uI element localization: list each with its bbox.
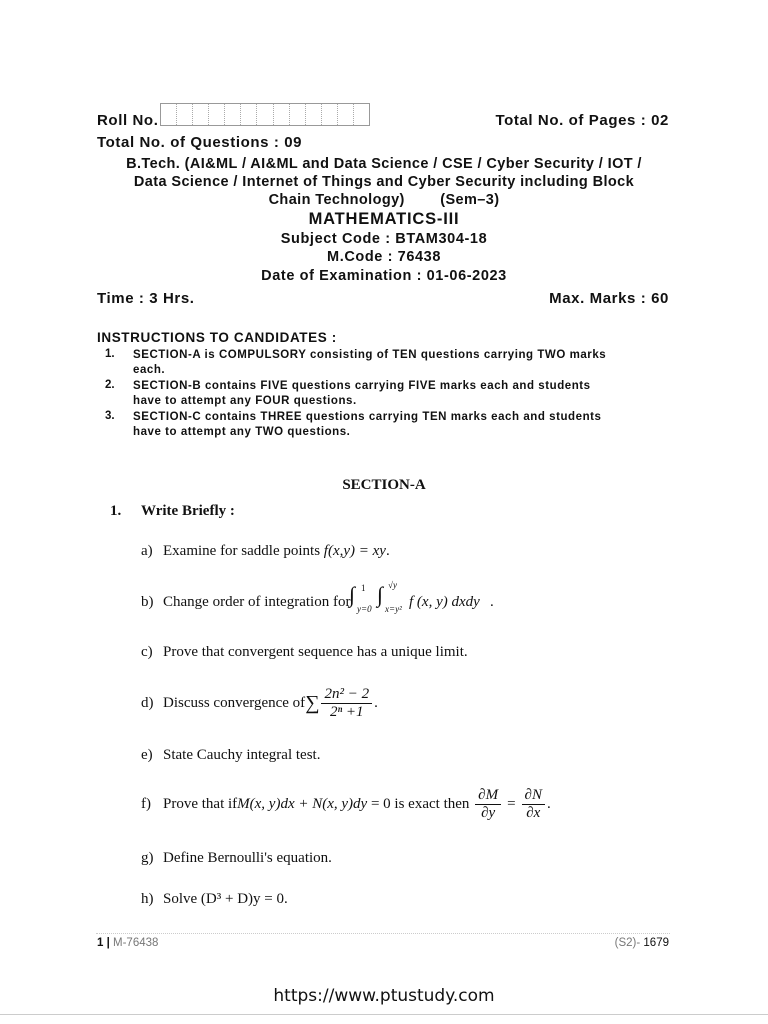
instruction-number: 3. (105, 410, 115, 422)
period: . (374, 694, 378, 711)
course-line-3: Chain Technology) (Sem–3) (268, 192, 500, 208)
instructions-title: INSTRUCTIONS TO CANDIDATES : (97, 330, 337, 345)
sub-question-g-label: g) (141, 850, 154, 866)
integral-upper-limit: 1 (361, 583, 366, 593)
sub-question-f (163, 782, 551, 826)
integral-sign-outer: ∫ (349, 582, 356, 607)
page-bottom-border (0, 1014, 768, 1015)
footer-mcode: M-76438 (113, 937, 159, 949)
question-number: 1. (110, 503, 122, 519)
sub-question-b-label: b) (141, 594, 154, 610)
numerator: ∂N (522, 787, 545, 805)
question-text: Discuss convergence of (163, 694, 306, 711)
math-expression: f(x,y) = xy (323, 543, 386, 559)
integrand: f (x, y) dxdy (409, 594, 480, 610)
footer-divider (96, 933, 670, 934)
period: . (490, 594, 494, 610)
integral-sign-inner: ∫ (377, 582, 384, 607)
question-text: Prove that if (163, 795, 238, 812)
page-number: 1 (97, 937, 104, 949)
instruction-line: SECTION-B contains FIVE questions carrying FIVE marks each and students (133, 380, 591, 392)
instruction-line: have to attempt any TWO questions. (133, 426, 351, 438)
instruction-item (133, 379, 671, 409)
subject-title: MATHEMATICS-III (308, 210, 460, 228)
sub-question-d (163, 681, 378, 725)
sub-question-h-label: h) (141, 891, 154, 907)
sub-question-a (163, 543, 390, 560)
section-a-title: SECTION-A (342, 477, 426, 493)
footer-page-info (97, 937, 158, 949)
sub-question-e-label: e) (141, 747, 153, 763)
instruction-line: each. (133, 364, 166, 376)
total-questions: Total No. of Questions : 09 (97, 134, 303, 151)
integral-lower-limit: y=0 (357, 604, 372, 614)
fraction (475, 787, 501, 821)
question-title: Write Briefly : (141, 503, 235, 519)
instruction-item (133, 348, 671, 378)
denominator: ∂y (481, 804, 496, 821)
total-pages: Total No. of Pages : 02 (495, 112, 669, 129)
sub-question-c: Prove that convergent sequence has a unique limit. (163, 644, 468, 660)
denominator: 2ⁿ +1 (329, 703, 364, 720)
instruction-line: have to attempt any FOUR questions. (133, 395, 357, 407)
time-allowed: Time : 3 Hrs. (97, 290, 195, 307)
sub-question-h: Solve (D³ + D)y = 0. (163, 891, 288, 907)
numerator: 2n² − 2 (321, 686, 372, 704)
instruction-number: 1. (105, 348, 115, 360)
course-line-1: B.Tech. (AI&ML / AI&ML and Data Science / CSE / Cyber Security / IOT / (126, 156, 642, 172)
sub-question-d-label: d) (141, 695, 154, 711)
subject-code: Subject Code : BTAM304-18 (280, 231, 488, 247)
roll-number-boxes (160, 103, 370, 126)
denominator: ∂x (526, 804, 541, 821)
m-code: M.Code : 76438 (327, 249, 441, 265)
max-marks: Max. Marks : 60 (549, 290, 669, 307)
sub-question-a-label: a) (141, 543, 153, 559)
period: . (385, 543, 390, 559)
math-expression: M(x, y)dx + N(x, y)dy (237, 795, 368, 812)
sub-question-g: Define Bernoulli's equation. (163, 850, 332, 866)
course-line-2: Data Science / Internet of Things and Cyber Security including Block (133, 174, 635, 190)
summation-sign: ∑ (305, 691, 320, 714)
instruction-number: 2. (105, 379, 115, 391)
question-text: = 0 is exact then (367, 795, 474, 812)
sub-question-c-label: c) (141, 644, 153, 660)
fraction (522, 787, 545, 821)
instruction-line: SECTION-A is COMPULSORY consisting of TEN questions carrying TWO marks (133, 349, 607, 361)
sub-question-b (163, 594, 350, 611)
question-text: Examine for saddle points (163, 543, 324, 559)
fraction (321, 686, 372, 720)
website-url[interactable]: https://www.ptustudy.com (273, 986, 495, 1006)
instruction-item (133, 410, 671, 440)
equals-sign: = (507, 795, 516, 812)
period: . (546, 795, 551, 812)
sub-question-f-label: f) (141, 796, 151, 812)
instruction-line: SECTION-C contains THREE questions carrying TEN marks each and students (133, 411, 602, 423)
integral-lower-limit: x=y² (385, 604, 402, 614)
roll-label: Roll No. (97, 112, 159, 129)
footer-paper-code (615, 937, 669, 949)
integral-upper-limit: √y (388, 580, 397, 590)
numerator: ∂M (475, 787, 501, 805)
exam-date: Date of Examination : 01-06-2023 (261, 268, 507, 284)
question-text: Change order of integration for (163, 594, 351, 610)
sub-question-e: State Cauchy integral test. (163, 747, 321, 763)
paper-number: 1679 (643, 937, 669, 949)
paper-prefix: (S2)- (614, 937, 644, 949)
separator: | (103, 937, 114, 949)
